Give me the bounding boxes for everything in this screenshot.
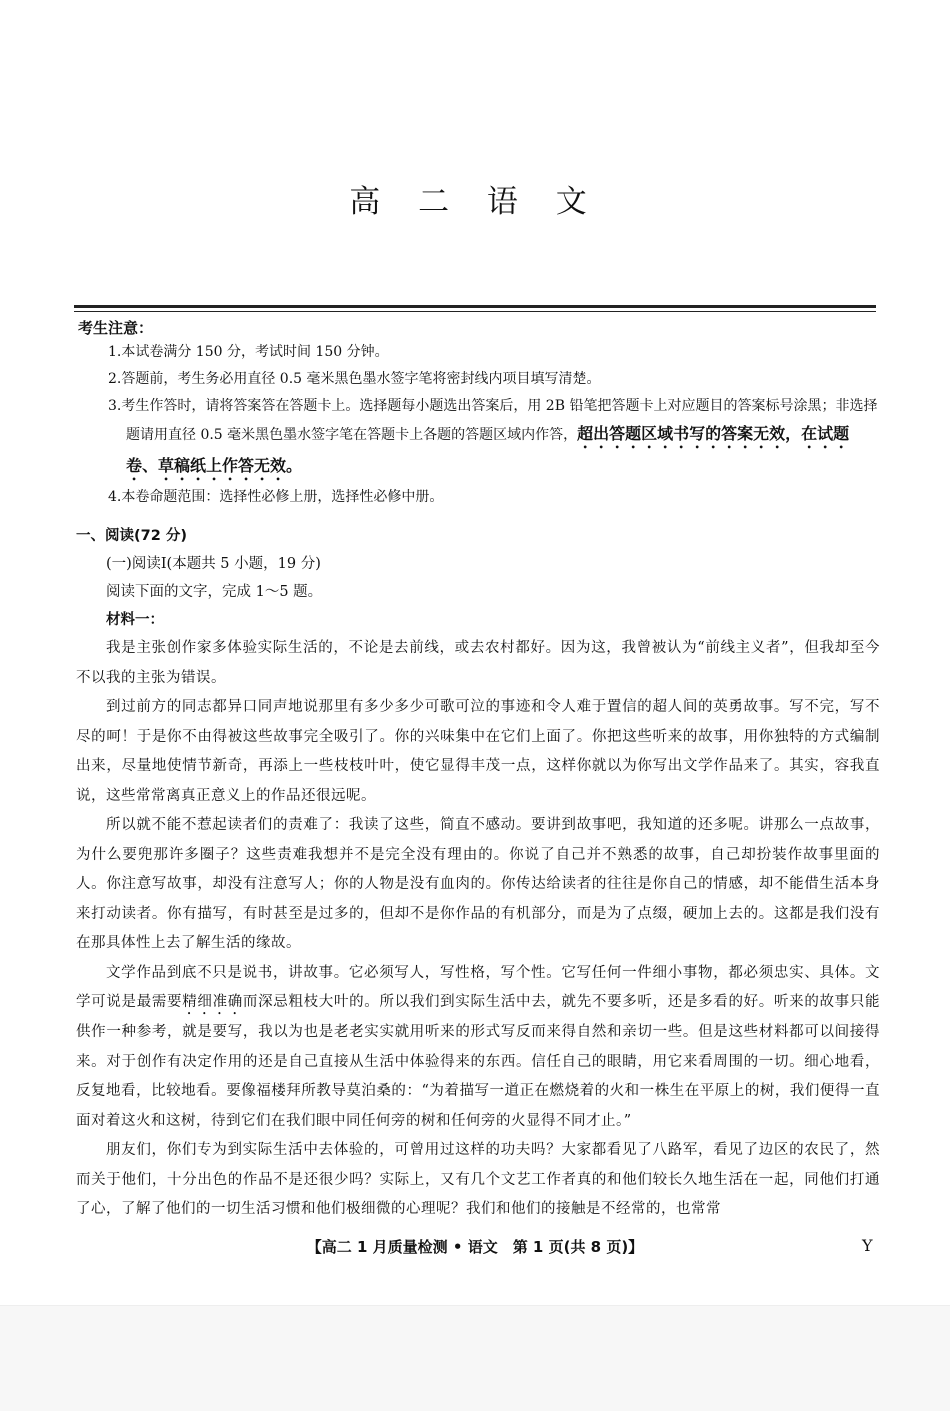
notice-item-4: 4.本卷命题范围：选择性必修上册，选择性必修中册。 <box>108 489 444 505</box>
section-heading: 一、阅读(72 分) <box>76 528 187 544</box>
candidate-notice <box>78 317 878 511</box>
paragraph-1: 我是主张创作家多体验实际生活的，不论是去前线，或去农村都好。因为这，我曾被认为“前线主义者”，但我却至今不以我的主张为错误。 <box>76 640 880 686</box>
paragraph-4-emphasis: 精细准确 <box>182 994 243 1010</box>
notice-heading: 考生注意： <box>78 319 154 337</box>
reading-section <box>76 522 880 1225</box>
material-label: 材料一： <box>106 612 164 628</box>
paragraph-5: 朋友们，你们专为到实际生活中去体验的，可曾用过这样的功夫吗？大家都看见了八路军，看见了边区的农民了，然而关于他们，十分出色的作品不是还很少吗？实际上，又有几个文艺工作者真的和他们较长久地生活在一起，同他们打通了心，了解了他们的一切生活习惯和他们极细微的心理呢？我们和他们的接触是不经常的，也常常 <box>76 1142 880 1217</box>
header-rule-thin <box>74 311 876 312</box>
paragraph-3: 所以就不能不惹起读者们的责难了：我读了这些，简直不感动。要讲到故事吧，我知道的还多呢。讲那么一点故事，为什么要兜那许多圈子？这些责难我想并不是完全没有理由的。你说了自己并不熟悉的故事，自己却扮装作故事里面的人。你注意写故事，却没有注意写人；你的人物是没有血肉的。你传达给读者的往往是你自己的情感，却不能借生活本身来打动读者。你有描写，有时甚至是过多的，但却不是你作品的有机部分，而是为了点缀，硬加上去的。这都是我们没有在那具体性上去了解生活的缘故。 <box>76 817 880 951</box>
paragraph-2: 到过前方的同志都异口同声地说那里有多少多少可歌可泣的事迹和令人难于置信的超人间的英勇故事。写不完，写不尽的呵！于是你不由得被这些故事完全吸引了。你的兴味集中在它们上面了。你把这些听来的故事，用你独特的方式编制出来，尽量地使情节新奇，再添上一些枝枝叶叶，使它显得丰茂一点，这样你就以为你写出文学作品来了。其实，容我直说，这些常常离真正意义上的作品还很远呢。 <box>76 699 880 804</box>
bottom-margin <box>0 1305 950 1411</box>
paragraph-4 <box>76 959 880 1137</box>
notice-item-3-emphasis: 超出答题区域书写的答案无效，在试题卷、草稿纸上作答无效。 <box>126 424 850 475</box>
instruction-text: 阅读下面的文字，完成 1～5 题。 <box>106 584 323 600</box>
notice-item-3 <box>78 393 878 484</box>
header-rule-thick <box>74 305 876 308</box>
page-title: 高 二 语 文 <box>349 184 601 220</box>
part-heading: (一)阅读Ⅰ(本题共 5 小题，19 分) <box>106 556 321 572</box>
notice-item-1: 1.本试卷满分 150 分，考试时间 150 分钟。 <box>108 344 389 360</box>
paragraph-4-part-a: 文学作品到底不只是说书，讲故事。它必须写人，写性格，写个性。它写任何一件细小事物，都必须忠实、具体。文学可说是最需要 <box>76 964 880 1010</box>
footer-version-mark: Y <box>862 1236 873 1255</box>
page-footer: 【高二 1 月质量检测 • 语文 第 1 页(共 8 页)】 <box>306 1238 644 1256</box>
notice-item-2: 2.答题前，考生务必用直径 0.5 毫米黑色墨水签字笔将密封线内项目填写清楚。 <box>108 371 601 387</box>
notice-item-3-text: 3.考生作答时，请将答案答在答题卡上。选择题每小题选出答案后，用 2B 铅笔把答题卡上对应题目的答案标号涂黑；非选择题请用直径 0.5 毫米黑色墨水签字笔在答题卡上各题的答题区域内作答， <box>108 398 878 443</box>
paragraph-4-part-b: 而深忌粗枝大叶的。所以我们到实际生活中去，就先不要多听，还是多看的好。听来的故事只能供作一种参考，就是要写，我以为也是老老实实就用听来的形式写反而来得自然和亲切一些。但是这些材料都可以间接得来。对于创作有决定作用的还是自己直接从生活中体验得来的东西。信任自己的眼睛，用它来看周围的一切。细心地看，反复地看，比较地看。要像福楼拜所教导莫泊桑的：“为着描写一道正在燃烧着的火和一株生在平原上的树，我们便得一直面对着这火和这树，待到它们在我们眼中同任何旁的树和任何旁的火显得不同才止。” <box>76 994 881 1129</box>
